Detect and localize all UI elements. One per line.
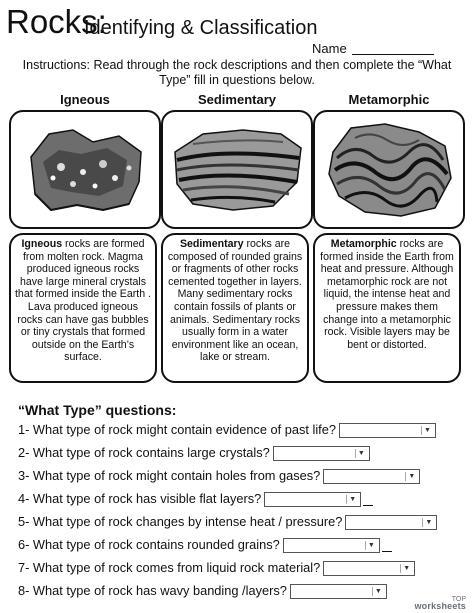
chevron-down-icon: ▼ — [405, 472, 417, 481]
what-type-heading: “What Type” questions: — [18, 402, 177, 418]
sedimentary-rock-drawing — [163, 112, 311, 227]
igneous-heading: Igneous — [60, 92, 110, 107]
question-2-answer-dropdown[interactable] — [273, 446, 370, 461]
igneous-rock-drawing — [11, 112, 159, 227]
question-2-text: 2- What type of rock contains large crystals? — [18, 445, 270, 460]
question-5-text: 5- What type of rock changes by intense heat / pressure? — [18, 514, 343, 529]
question-8 — [18, 580, 387, 602]
question-1-text: 1- What type of rock might contain evidence of past life? — [18, 422, 336, 437]
brand-line-1: TOP — [451, 596, 466, 603]
sedimentary-description — [161, 233, 309, 383]
question-8-text: 8- What type of rock has wavy banding /layers? — [18, 583, 287, 598]
igneous-description — [9, 233, 157, 383]
metamorphic-heading: Metamorphic — [348, 92, 430, 107]
igneous-rock-image — [9, 110, 161, 229]
page-subtitle: Identifying & Classification — [84, 17, 318, 39]
chevron-down-icon: ▼ — [400, 564, 412, 573]
name-label: Name — [312, 41, 347, 56]
question-4-text: 4- What type of rock has visible flat layers? — [18, 491, 262, 506]
chevron-down-icon: ▼ — [422, 518, 434, 527]
question-3 — [18, 465, 420, 487]
chevron-down-icon: ▼ — [421, 426, 433, 435]
question-6-answer-dropdown[interactable] — [283, 538, 380, 553]
question-2 — [18, 442, 370, 464]
question-1-answer-dropdown[interactable] — [339, 423, 436, 438]
question-6-text: 6- What type of rock contains rounded grains? — [18, 537, 280, 552]
chevron-down-icon: ▼ — [365, 541, 377, 550]
brand-line-2: worksheets — [414, 601, 466, 611]
chevron-down-icon: ▼ — [355, 449, 367, 458]
question-7-answer-dropdown[interactable] — [323, 561, 415, 576]
question-4-answer-dropdown[interactable] — [264, 492, 361, 507]
question-3-text: 3- What type of rock might contain holes from gases? — [18, 468, 321, 483]
question-8-answer-dropdown[interactable] — [290, 584, 387, 599]
question-1 — [18, 419, 436, 441]
page-title: Rocks: — [6, 3, 107, 40]
metamorphic-description — [313, 233, 461, 383]
metamorphic-rock-drawing — [315, 112, 463, 227]
brand-logo — [414, 596, 466, 610]
question-6 — [18, 534, 392, 556]
chevron-down-icon: ▼ — [372, 587, 384, 596]
metamorphic-description-text: rocks are formed inside the Earth from heat and pressure. Although metamorphic rock are not liquid, the intense heat and pressure makes them change into a metamorphic rock. Visible layers may be bent or distorted. — [320, 238, 454, 351]
igneous-description-text: rocks are formed from molten rock. Magma produced igneous rocks have large mineral crystals that formed inside the Earth . Lava produced igneous rocks can have gas bubbles or tiny crystals that formed outside on the Earth’s surface. — [14, 238, 152, 364]
sedimentary-heading: Sedimentary — [197, 92, 277, 107]
question-4 — [18, 488, 373, 510]
question-7-text: 7- What type of rock comes from liquid rock material? — [18, 560, 321, 575]
metamorphic-description-term: Metamorphic — [330, 238, 397, 250]
sedimentary-rock-image — [161, 110, 313, 229]
answer-line — [382, 539, 392, 552]
instructions-text: Instructions: Read through the rock descriptions and then complete the “What Type” fill in questions below. — [22, 58, 452, 87]
question-5 — [18, 511, 437, 533]
question-3-answer-dropdown[interactable] — [323, 469, 420, 484]
answer-line — [363, 493, 373, 506]
question-7 — [18, 557, 415, 579]
question-5-answer-dropdown[interactable] — [345, 515, 437, 530]
name-line — [352, 54, 434, 55]
chevron-down-icon: ▼ — [346, 495, 358, 504]
igneous-description-term: Igneous — [21, 238, 63, 250]
sedimentary-description-term: Sedimentary — [179, 238, 244, 250]
sedimentary-description-text: rocks are composed of rounded grains or fragments of other rocks cemented together in layers. Many sedimentary rocks contain fossils of plants or animals. Sedimentary rocks usually form in a water environment like an ocean, lake or stream. — [167, 238, 303, 364]
metamorphic-rock-image — [313, 110, 465, 229]
